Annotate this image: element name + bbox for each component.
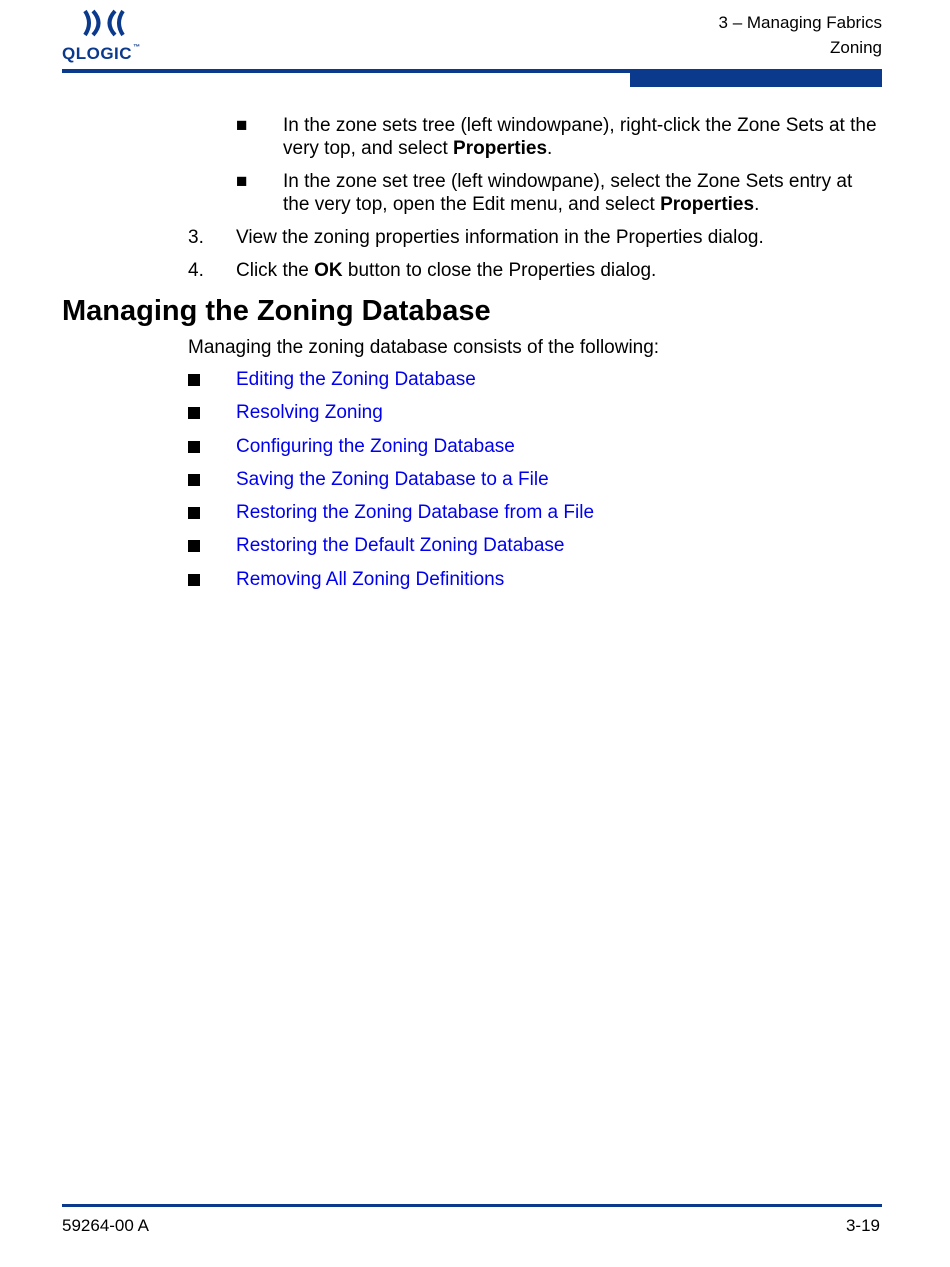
step-number: 4. (188, 260, 204, 281)
sub-bullet-text: In the zone set tree (left windowpane), select the Zone Sets entry at the very top, open the Edit menu, and select Properties. (283, 171, 853, 215)
link-restoring-zoning-database[interactable]: Restoring the Zoning Database from a File (236, 502, 595, 524)
square-bullet-icon: ■ (236, 171, 248, 192)
qlogic-logo-icon (82, 8, 126, 38)
qlogic-logo (62, 8, 152, 63)
square-bullet-icon (188, 407, 200, 419)
link-removing-zoning-definitions[interactable]: Removing All Zoning Definitions (236, 568, 505, 590)
link-configuring-zoning-database[interactable]: Configuring the Zoning Database (236, 435, 515, 457)
square-bullet-icon (188, 507, 200, 519)
square-bullet-icon (188, 474, 200, 486)
square-bullet-icon (188, 540, 200, 552)
logo-wordmark: QLOGIC™ (62, 44, 141, 63)
document-number: 59264-00 A (62, 1216, 149, 1235)
section-name: Zoning (830, 38, 882, 57)
step-text: Click the OK button to close the Properties dialog. (236, 260, 657, 281)
chapter-title: 3 – Managing Fabrics (718, 13, 882, 32)
section-intro: Managing the zoning database consists of the following: (188, 337, 660, 358)
link-resolving-zoning[interactable]: Resolving Zoning (236, 402, 383, 424)
link-editing-zoning-database[interactable]: Editing the Zoning Database (236, 369, 476, 390)
step-number: 3. (188, 227, 204, 248)
step-text: View the zoning properties information in the Properties dialog. (236, 227, 764, 248)
square-bullet-icon (188, 441, 200, 453)
header-tab-bar (630, 69, 882, 87)
sub-bullet-text: In the zone sets tree (left windowpane), right-click the Zone Sets at the very top, and select Properties. (283, 115, 877, 159)
page-number: 3-19 (845, 1216, 880, 1235)
footer-rule (62, 1204, 882, 1207)
link-saving-zoning-database[interactable]: Saving the Zoning Database to a File (236, 468, 549, 490)
running-header (719, 10, 882, 60)
square-bullet-icon: ■ (236, 115, 248, 136)
square-bullet-icon (188, 574, 200, 586)
square-bullet-icon (188, 374, 200, 386)
link-restoring-default-zoning[interactable]: Restoring the Default Zoning Database (236, 535, 565, 557)
section-heading: Managing the Zoning Database (62, 295, 491, 327)
